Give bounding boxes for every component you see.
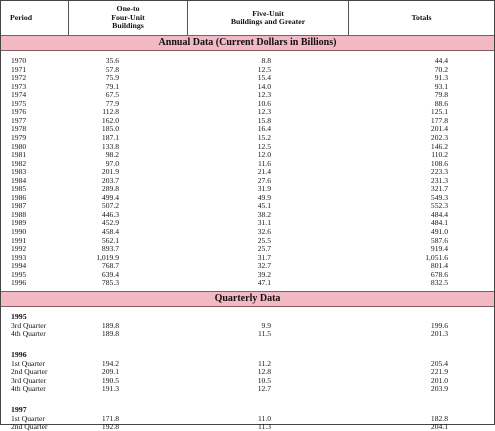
row-one-to-four: 785.3 (101, 278, 119, 288)
row-period: 1982 (11, 158, 27, 168)
table-row (1, 100, 494, 108)
row-five-unit: 12.3 (257, 107, 271, 117)
table-row (1, 423, 494, 431)
row-five-unit: 32.6 (257, 227, 271, 236)
row-total: 44.4 (434, 56, 448, 65)
row-one-to-four: 893.7 (101, 244, 119, 254)
row-one-to-four: 35.6 (105, 56, 119, 65)
table-row (1, 185, 494, 193)
row-total: 201.4 (430, 124, 448, 134)
table-header (1, 1, 494, 35)
row-five-unit: 12.7 (257, 384, 271, 393)
row-total: 231.3 (430, 175, 448, 185)
row-period: 1973 (11, 81, 27, 91)
table-row (1, 262, 494, 270)
row-period: 1st Quarter (11, 358, 45, 368)
row-period: 2nd Quarter (11, 367, 48, 376)
table-row (1, 228, 494, 236)
header-totals: Totals (411, 12, 432, 22)
row-period: 2nd Quarter (11, 422, 48, 431)
row-total: 205.4 (430, 358, 448, 368)
table-row (1, 368, 494, 376)
quarterly-section-title: Quarterly Data (1, 291, 494, 307)
row-total: 110.2 (431, 150, 448, 160)
row-one-to-four: 209.1 (101, 367, 119, 376)
row-one-to-four: 189.8 (101, 320, 119, 330)
row-period: 1972 (11, 73, 27, 83)
row-one-to-four: 191.3 (101, 384, 119, 393)
row-total: 484.4 (430, 209, 448, 219)
row-one-to-four: 171.8 (101, 413, 119, 423)
table-row (1, 177, 494, 185)
row-total: 484.1 (430, 218, 448, 228)
table-row (1, 108, 494, 116)
row-period: 1976 (11, 107, 27, 117)
row-total: 88.6 (434, 98, 448, 108)
table-row (1, 360, 494, 368)
row-one-to-four: 562.1 (101, 235, 119, 245)
table-row (1, 330, 494, 338)
row-one-to-four: 57.8 (105, 64, 119, 74)
header-five-unit (188, 1, 348, 35)
header-period: Period (10, 12, 33, 22)
row-one-to-four: 75.9 (105, 73, 119, 83)
row-five-unit: 15.8 (257, 115, 271, 125)
row-one-to-four: 98.2 (105, 150, 119, 160)
row-period: 1986 (11, 192, 27, 202)
row-period: 1996 (11, 278, 27, 288)
row-total: 91.3 (434, 73, 448, 83)
table-row (1, 66, 494, 74)
row-total: 801.4 (430, 261, 448, 271)
row-one-to-four: 639.4 (101, 269, 119, 279)
row-total: 919.4 (430, 244, 448, 254)
row-one-to-four: 768.7 (101, 261, 119, 271)
quarter-year-label: 1995 (11, 312, 27, 321)
row-five-unit: 8.8 (261, 56, 271, 65)
header-one-to-four-line3: Buildings (112, 21, 144, 31)
table-row (1, 143, 494, 151)
table-row (1, 271, 494, 279)
table-row (1, 202, 494, 210)
table-row (1, 134, 494, 142)
row-period: 3rd Quarter (11, 375, 47, 385)
row-total: 223.3 (430, 167, 448, 177)
quarter-year-label: 1997 (11, 405, 27, 414)
header-one-to-four-line1: One-to (116, 4, 140, 14)
table-row (1, 254, 494, 262)
row-total: 201.0 (430, 375, 448, 385)
table-row (1, 125, 494, 133)
row-total: 182.8 (430, 413, 448, 423)
row-five-unit: 11.6 (257, 158, 271, 168)
row-five-unit: 21.4 (257, 167, 271, 177)
row-period: 1993 (11, 252, 27, 262)
row-five-unit: 11.3 (257, 422, 271, 431)
row-five-unit: 11.5 (257, 329, 271, 338)
row-one-to-four: 112.8 (102, 107, 119, 117)
row-one-to-four: 203.7 (101, 175, 119, 185)
table-row (1, 415, 494, 423)
row-total: 70.2 (434, 64, 448, 74)
row-five-unit: 31.1 (257, 218, 271, 228)
row-period: 1987 (11, 201, 27, 211)
row-five-unit: 11.0 (257, 413, 271, 423)
row-one-to-four: 289.8 (101, 184, 119, 194)
table-row (1, 57, 494, 65)
row-one-to-four: 499.4 (101, 192, 119, 202)
table-row (1, 385, 494, 393)
row-one-to-four: 189.8 (101, 329, 119, 338)
row-one-to-four: 97.0 (105, 158, 119, 168)
row-period: 1981 (11, 150, 27, 160)
row-five-unit: 31.7 (257, 252, 271, 262)
row-five-unit: 38.2 (257, 209, 271, 219)
table-row (1, 91, 494, 99)
row-period: 1988 (11, 209, 27, 219)
row-one-to-four: 79.1 (105, 81, 119, 91)
row-period: 3rd Quarter (11, 320, 47, 330)
table-row (1, 83, 494, 91)
row-total: 491.0 (430, 227, 448, 236)
table-row (1, 74, 494, 82)
row-five-unit: 32.7 (257, 261, 271, 271)
row-total: 79.8 (434, 90, 448, 100)
row-period: 1985 (11, 184, 27, 194)
row-total: 199.6 (430, 320, 448, 330)
row-total: 221.9 (430, 367, 448, 376)
row-five-unit: 12.5 (257, 141, 271, 151)
row-period: 1990 (11, 227, 27, 236)
row-five-unit: 15.4 (257, 73, 271, 83)
row-five-unit: 25.5 (257, 235, 271, 245)
row-total: 202.3 (430, 132, 448, 142)
row-total: 201.3 (430, 329, 448, 338)
row-total: 321.7 (430, 184, 448, 194)
row-five-unit: 12.5 (257, 64, 271, 74)
row-one-to-four: 190.5 (101, 375, 119, 385)
row-five-unit: 25.7 (257, 244, 271, 254)
row-one-to-four: 507.2 (101, 201, 119, 211)
row-five-unit: 47.1 (257, 278, 271, 288)
row-period: 1991 (11, 235, 27, 245)
row-total: 146.2 (430, 141, 448, 151)
header-one-to-four-line2: Four-Unit (111, 12, 145, 22)
row-period: 1984 (11, 175, 27, 185)
row-five-unit: 15.2 (257, 132, 271, 142)
row-one-to-four: 67.5 (105, 90, 119, 100)
row-five-unit: 31.9 (257, 184, 271, 194)
row-total: 1,051.6 (425, 252, 448, 262)
row-five-unit: 16.4 (257, 124, 271, 134)
row-one-to-four: 452.9 (101, 218, 119, 228)
table-row (1, 279, 494, 287)
table-row (1, 151, 494, 159)
table-row (1, 322, 494, 330)
row-one-to-four: 77.9 (105, 98, 119, 108)
row-total: 177.8 (430, 115, 448, 125)
row-period: 1983 (11, 167, 27, 177)
row-total: 204.1 (430, 422, 448, 431)
row-total: 832.5 (430, 278, 448, 288)
table-row (1, 117, 494, 125)
row-period: 1978 (11, 124, 27, 134)
header-five-unit-line1: Five-Unit (252, 8, 284, 18)
row-five-unit: 49.9 (257, 192, 271, 202)
row-five-unit: 11.2 (257, 358, 271, 368)
row-five-unit: 10.6 (257, 98, 271, 108)
row-total: 552.3 (430, 201, 448, 211)
row-five-unit: 14.0 (257, 81, 271, 91)
row-period: 1980 (11, 141, 27, 151)
row-five-unit: 12.3 (257, 90, 271, 100)
table-row (1, 168, 494, 176)
row-total: 203.9 (430, 384, 448, 393)
row-one-to-four: 185.0 (101, 124, 119, 134)
row-one-to-four: 201.9 (101, 167, 119, 177)
row-five-unit: 45.1 (257, 201, 271, 211)
table-row (1, 245, 494, 253)
row-total: 108.6 (430, 158, 448, 168)
row-period: 1992 (11, 244, 27, 254)
row-five-unit: 9.9 (261, 320, 271, 330)
row-five-unit: 12.8 (257, 367, 271, 376)
row-five-unit: 12.0 (257, 150, 271, 160)
annual-section-title: Annual Data (Current Dollars in Billions) (1, 35, 494, 51)
table-row (1, 211, 494, 219)
row-period: 1977 (11, 115, 27, 125)
table-row (1, 194, 494, 202)
row-period: 1989 (11, 218, 27, 228)
row-period: 1970 (11, 56, 27, 65)
row-total: 678.6 (430, 269, 448, 279)
header-five-unit-line2: Buildings and Greater (230, 17, 306, 26)
row-one-to-four: 162.0 (101, 115, 119, 125)
row-one-to-four: 133.8 (101, 141, 119, 151)
row-period: 1st Quarter (11, 413, 45, 423)
row-period: 1975 (11, 98, 27, 108)
row-total: 549.3 (430, 192, 448, 202)
row-five-unit: 10.5 (257, 375, 271, 385)
row-period: 4th Quarter (11, 329, 46, 338)
row-one-to-four: 446.3 (101, 209, 119, 219)
row-one-to-four: 192.8 (101, 422, 119, 431)
row-one-to-four: 187.1 (101, 132, 119, 142)
row-period: 1994 (11, 261, 27, 271)
row-one-to-four: 194.2 (101, 358, 119, 368)
row-five-unit: 27.6 (257, 175, 271, 185)
row-one-to-four: 458.4 (101, 227, 119, 236)
row-total: 93.1 (434, 81, 448, 91)
row-period: 1971 (11, 64, 27, 74)
row-period: 1979 (11, 132, 27, 142)
table-row (1, 219, 494, 227)
row-total: 125.1 (430, 107, 448, 117)
row-period: 4th Quarter (11, 384, 46, 393)
row-five-unit: 39.2 (257, 269, 271, 279)
table-row (1, 237, 494, 245)
table-row (1, 160, 494, 168)
table-row (1, 377, 494, 385)
row-period: 1995 (11, 269, 27, 279)
header-one-to-four (69, 1, 187, 35)
quarter-year-label: 1996 (11, 350, 27, 359)
row-one-to-four: 1,019.9 (96, 252, 119, 262)
row-total: 587.6 (430, 235, 448, 245)
row-period: 1974 (11, 90, 27, 100)
